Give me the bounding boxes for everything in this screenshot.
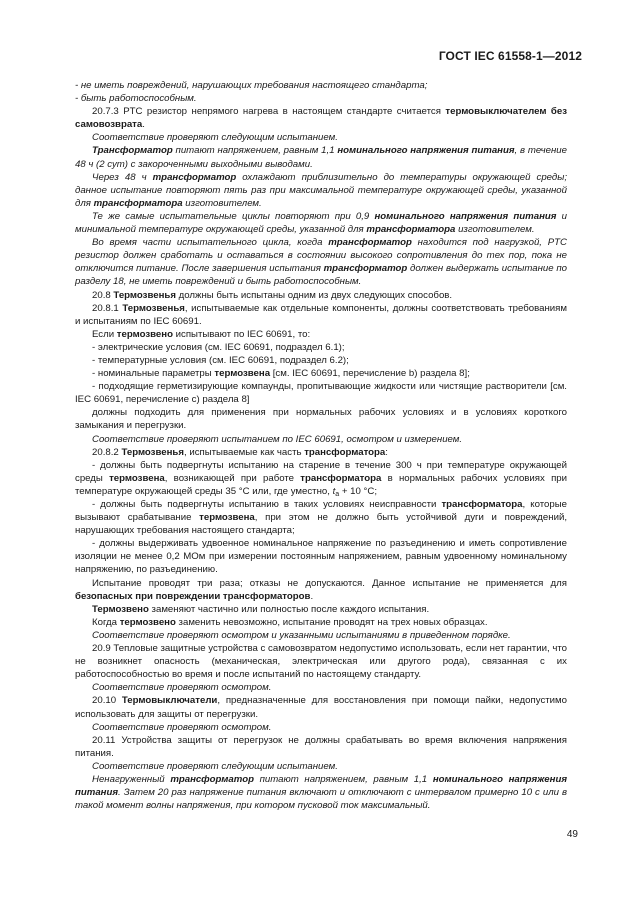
- paragraph: [75, 105, 567, 131]
- text-run: , испытываемые как отдельные компоненты, должны соответствовать требованиям и испытаниям по IEC 60691.: [75, 302, 567, 327]
- text-run: заменяют частично или полностью после каждого испытания.: [148, 603, 430, 615]
- paragraph: [75, 406, 567, 432]
- bold-term: номинального напряжения питания: [337, 145, 515, 157]
- bold-term: трансформатора: [304, 446, 386, 458]
- paragraph: [75, 498, 567, 537]
- bold-term: термовыключателем без самовозврата: [75, 106, 567, 131]
- text-run: должны подходить для применения при нормальных рабочих условиях и в условиях короткого замыкания и перегрузки.: [75, 407, 567, 432]
- bold-term: трансформатор: [323, 263, 408, 275]
- bold-term: безопасных при повреждении трансформаторов: [75, 590, 311, 602]
- paragraph: [75, 433, 567, 446]
- paragraph: [75, 577, 567, 603]
- text-run: , которые вызывают срабатывание: [75, 499, 567, 524]
- paragraph: [75, 289, 567, 302]
- text-run: - должны быть подвергнуты испытанию в таких условиях неисправности: [92, 499, 442, 510]
- bold-term: трансформатора: [366, 224, 456, 236]
- text-run: t: [332, 485, 336, 497]
- text-run: .: [310, 590, 314, 602]
- bold-term: термозвена: [214, 368, 271, 380]
- paragraph: [75, 236, 567, 288]
- text-run: Соответствие проверяют осмотром.: [92, 721, 272, 733]
- text-run: Через 48 ч: [92, 171, 153, 183]
- paragraph: [75, 681, 567, 694]
- standard-header: ГОСТ IEC 61558-1—2012: [438, 49, 582, 63]
- text-run: находится под нагрузкой, PTC резистор должен сработать и оставаться в состоянии высокого сопротивления до тех пор, пока не отключится питание. После завершения испытания: [75, 237, 567, 275]
- text-run: , возникающей при работе: [164, 472, 301, 484]
- text-run: испытывают по IEC 60691, то:: [172, 328, 311, 340]
- paragraph: [75, 341, 567, 354]
- bold-term: номинального напряжения питания: [374, 210, 557, 222]
- text-run: изготовителем.: [455, 224, 535, 236]
- bold-term: Термозвенья: [122, 302, 185, 314]
- text-run: Ненагруженный: [92, 773, 171, 785]
- paragraph: [75, 210, 567, 236]
- text-run: 20.7.3 PTC резистор непрямого нагрева в настоящем стандарте считается: [92, 106, 446, 118]
- text-run: должен выдержать испытание по разделу 18, не иметь повреждений и быть работоспособным.: [75, 263, 567, 288]
- page-number: 49: [566, 829, 578, 840]
- paragraph: [75, 171, 567, 210]
- paragraph: [75, 603, 567, 616]
- text-run: - температурные условия (см. IEC 60691, подраздел 6.2);: [92, 354, 349, 366]
- text-run: - номинальные параметры: [92, 368, 215, 380]
- text-run: Когда: [92, 616, 120, 628]
- paragraph: [75, 537, 567, 576]
- text-run: - должны быть подвергнуты испытанию на старение в течение 300 ч при температуре окружающей среды: [75, 459, 567, 484]
- paragraph: [75, 302, 567, 328]
- text-run: + 10 °С;: [339, 485, 378, 497]
- text-run: питают напряжением, равным 1,1: [172, 145, 338, 157]
- paragraph: [75, 721, 567, 734]
- bold-term: Трансформатор: [92, 145, 173, 157]
- paragraph: [75, 354, 567, 367]
- text-run: питают напряжением, равным 1,1: [253, 773, 433, 785]
- text-run: изготовителем.: [182, 197, 262, 209]
- paragraph: [75, 734, 567, 760]
- text-run: :: [385, 446, 388, 458]
- text-run: , в течение 48 ч (2 сут) с закороченными выходными выводами.: [75, 145, 567, 170]
- paragraph: [75, 459, 567, 498]
- bold-term: трансформатор: [170, 773, 254, 785]
- text-run: .: [142, 119, 145, 131]
- bold-term: Термозвенья: [121, 446, 184, 458]
- text-run: охлаждают приблизительно до температуры окружающей среды; данное испытание повторяют пять раз при максимальной температуре окружающей среды, указанной для: [75, 171, 567, 209]
- bold-term: Термовыключатели: [121, 695, 218, 707]
- paragraph: [75, 642, 567, 681]
- text-run: 20.8.2: [92, 446, 122, 458]
- paragraph: [75, 616, 567, 629]
- bold-term: трансформатора: [300, 472, 382, 484]
- text-run: должны быть испытаны одним из двух следующих способов.: [175, 289, 453, 301]
- text-run: в нормальных рабочих условиях при температуре окружающей среды 35 °С или, где уместно,: [75, 472, 568, 497]
- paragraph: [75, 629, 567, 642]
- paragraph: [75, 328, 567, 341]
- text-run: Соответствие проверяют испытанием по IEC 60691, осмотром и измерением.: [92, 433, 463, 445]
- text-run: Испытание проводят три раза; отказы не допускаются. Данное испытание не применяется для: [92, 577, 567, 589]
- text-run: , испытываемые как часть: [183, 446, 305, 458]
- paragraph: [75, 367, 567, 380]
- paragraph: [75, 694, 567, 720]
- text-run: 20.8: [92, 289, 114, 301]
- bold-term: Термозвено: [92, 603, 149, 615]
- bold-term: термозвено: [119, 616, 176, 628]
- text-run: Те же самые испытательные циклы повторяют при 0,9: [92, 210, 375, 222]
- text-run: Во время части испытательного цикла, когда: [92, 237, 329, 249]
- paragraph: [75, 380, 567, 406]
- paragraph: [75, 446, 567, 459]
- text-run: и минимальной температуре окружающей среды, указанной для: [75, 210, 568, 236]
- bold-term: номинального напряжения питания: [75, 773, 567, 799]
- paragraph: [75, 773, 567, 812]
- text-run: - не иметь повреждений, нарушающих требования настоящего стандарта;: [75, 80, 428, 91]
- bold-term: трансформатора: [93, 197, 183, 209]
- paragraph: [75, 760, 567, 773]
- text-run: 20.11 Устройства защиты от перегрузок не должны срабатывать во время включения напряжения питания.: [75, 734, 567, 759]
- paragraph: [75, 131, 567, 144]
- bold-term: термозвена: [199, 512, 255, 524]
- text-run: Соответствие проверяют следующим испытанием.: [92, 132, 338, 144]
- text-run: Соответствие проверяют осмотром и указанными испытаниями в приведенном порядке.: [92, 629, 511, 641]
- bold-term: Термозвенья: [113, 289, 176, 301]
- bold-term: трансформатор: [152, 171, 237, 183]
- text-run: . Затем 20 раз напряжение питания включают и отключают с интервалом примерно 10 с или в такой момент волны напряжения, при котором пусковой ток максимальный.: [75, 787, 567, 812]
- text-run: заменить невозможно, испытание проводят на трех новых образцах.: [175, 616, 488, 628]
- bold-term: термозвено: [116, 328, 173, 340]
- bold-term: трансформатор: [328, 237, 412, 249]
- text-run: - подходящие герметизирующие компаунды, пропитывающие жидкости или чистящие растворители [см. IEC 60691, перечисление с) раздела 8]: [75, 381, 567, 406]
- paragraph: [75, 92, 567, 105]
- text-run: 20.8.1: [92, 302, 123, 314]
- text-run: - электрические условия (см. IEC 60691, подраздел 6.1);: [92, 341, 345, 353]
- paragraph: [75, 79, 567, 92]
- text-run: Если: [92, 328, 117, 340]
- paragraph: [75, 144, 567, 170]
- text-run: - должны выдерживать удвоенное номинальное напряжение по разъединению и иметь сопротивление изоляции не менее 0,2 МОм при измерении постоянным напряжением, равным удвоенному номинальному напряжению, по разъединению.: [75, 538, 567, 576]
- text-run: - быть работоспособным.: [75, 93, 197, 105]
- text-run: Соответствие проверяют следующим испытанием.: [92, 760, 338, 772]
- text-run: a: [335, 490, 340, 498]
- text-run: , предназначенные для восстановления при помощи пайки, недопустимо использовать для защиты от перегрузки.: [75, 695, 568, 720]
- text-run: 20.9 Тепловые защитные устройства с самовозвратом недопустимо использовать, если нет гарантии, что не возникнет опасность (механическая, электрическая или другого рода), связанная с их работоспособностью во время и после испытаний по настоящему стандарту.: [75, 643, 567, 681]
- text-run: [см. IEC 60691, перечисление b) раздела 8];: [270, 368, 470, 380]
- text-run: Соответствие проверяют осмотром.: [92, 682, 272, 694]
- bold-term: трансформатора: [441, 499, 523, 510]
- bold-term: термозвена: [109, 472, 165, 484]
- text-run: 20.10: [92, 695, 122, 707]
- text-run: , при этом не должно быть устойчивой дуги и повреждений, нарушающих требования настоящего стандарта;: [75, 512, 567, 537]
- body-text: [75, 79, 567, 812]
